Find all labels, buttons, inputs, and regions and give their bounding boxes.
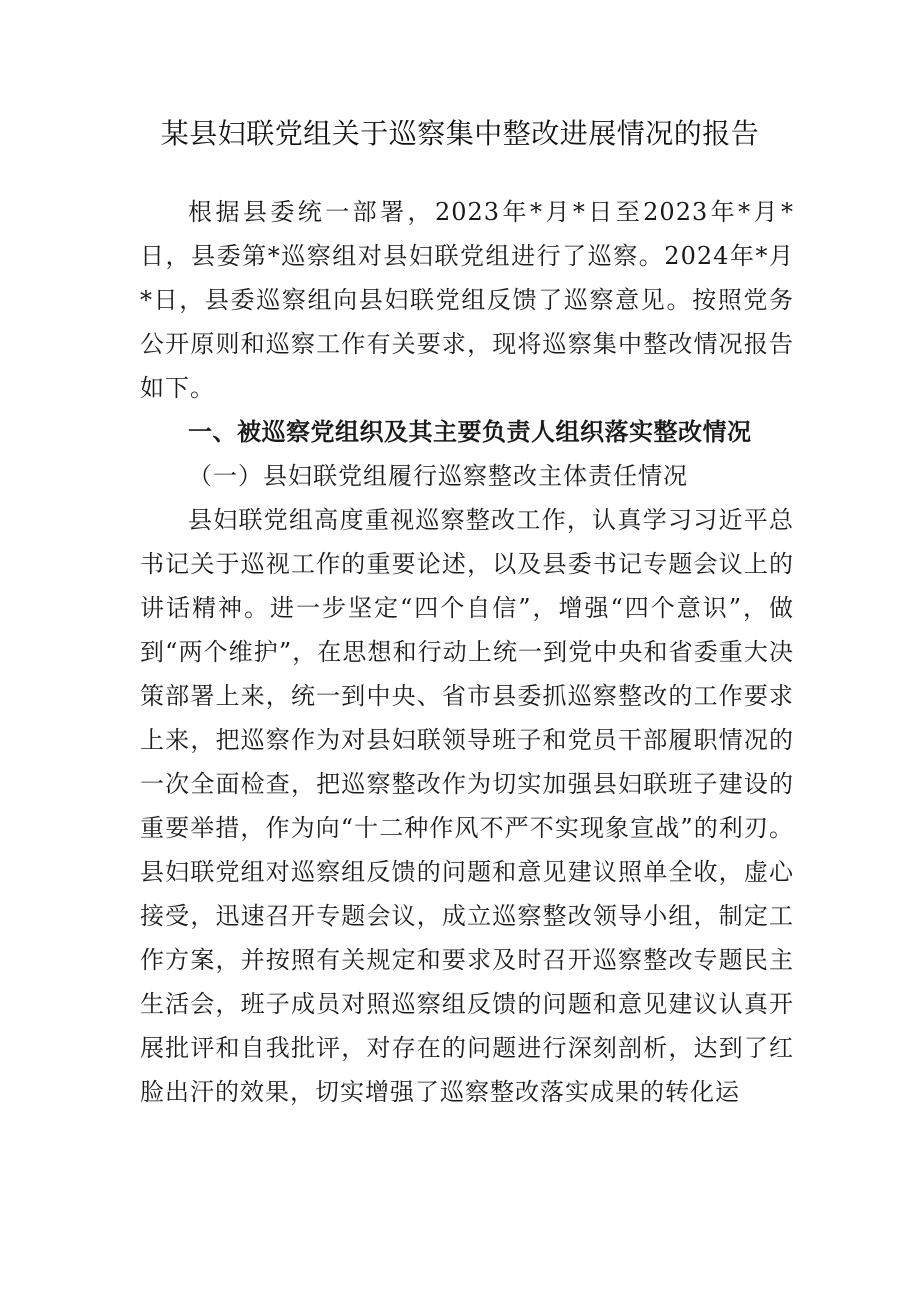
document-body — [140, 190, 794, 1114]
intro-paragraph: 根据县委统一部署，2023年*月*日至2023年*月*日，县委第*巡察组对县妇联党组进行了巡察。2024年*月*日，县委巡察组向县妇联党组反馈了巡察意见。按照党务公开原则和巡察工作有关要求，现将巡察集中整改情况报告如下。 — [140, 198, 794, 402]
subsection-heading: （一）县妇联党组履行巡察整改主体责任情况 — [188, 462, 688, 490]
document-title: 某县妇联党组关于巡察集中整改进展情况的报告 — [160, 117, 760, 150]
section-heading: 一、被巡察党组织及其主要负责人组织落实整改情况 — [188, 418, 752, 446]
body-paragraph: 县妇联党组高度重视巡察整改工作，认真学习习近平总书记关于巡视工作的重要论述，以及县委书记专题会议上的讲话精神。进一步坚定“四个自信”，增强“四个意识”，做到“两个维护”，在思想和行动上统一到党中央和省委重大决策部署上来，统一到中央、省市县委抓巡察整改的工作要求上来，把巡察作为对县妇联领导班子和党员干部履职情况的一次全面检查，把巡察整改作为切实加强县妇联班子建设的重要举措，作为向“十二种作风不严不实现象宣战”的利刃。县妇联党组对巡察组反馈的问题和意见建议照单全收，虚心接受，迅速召开专题会议，成立巡察整改领导小组，制定工作方案，并按照有关规定和要求及时召开巡察整改专题民主生活会，班子成员对照巡察组反馈的问题和意见建议认真开展批评和自我批评，对存在的问题进行深刻剖析，达到了红脸出汗的效果，切实增强了巡察整改落实成果的转化运 — [140, 506, 794, 1106]
